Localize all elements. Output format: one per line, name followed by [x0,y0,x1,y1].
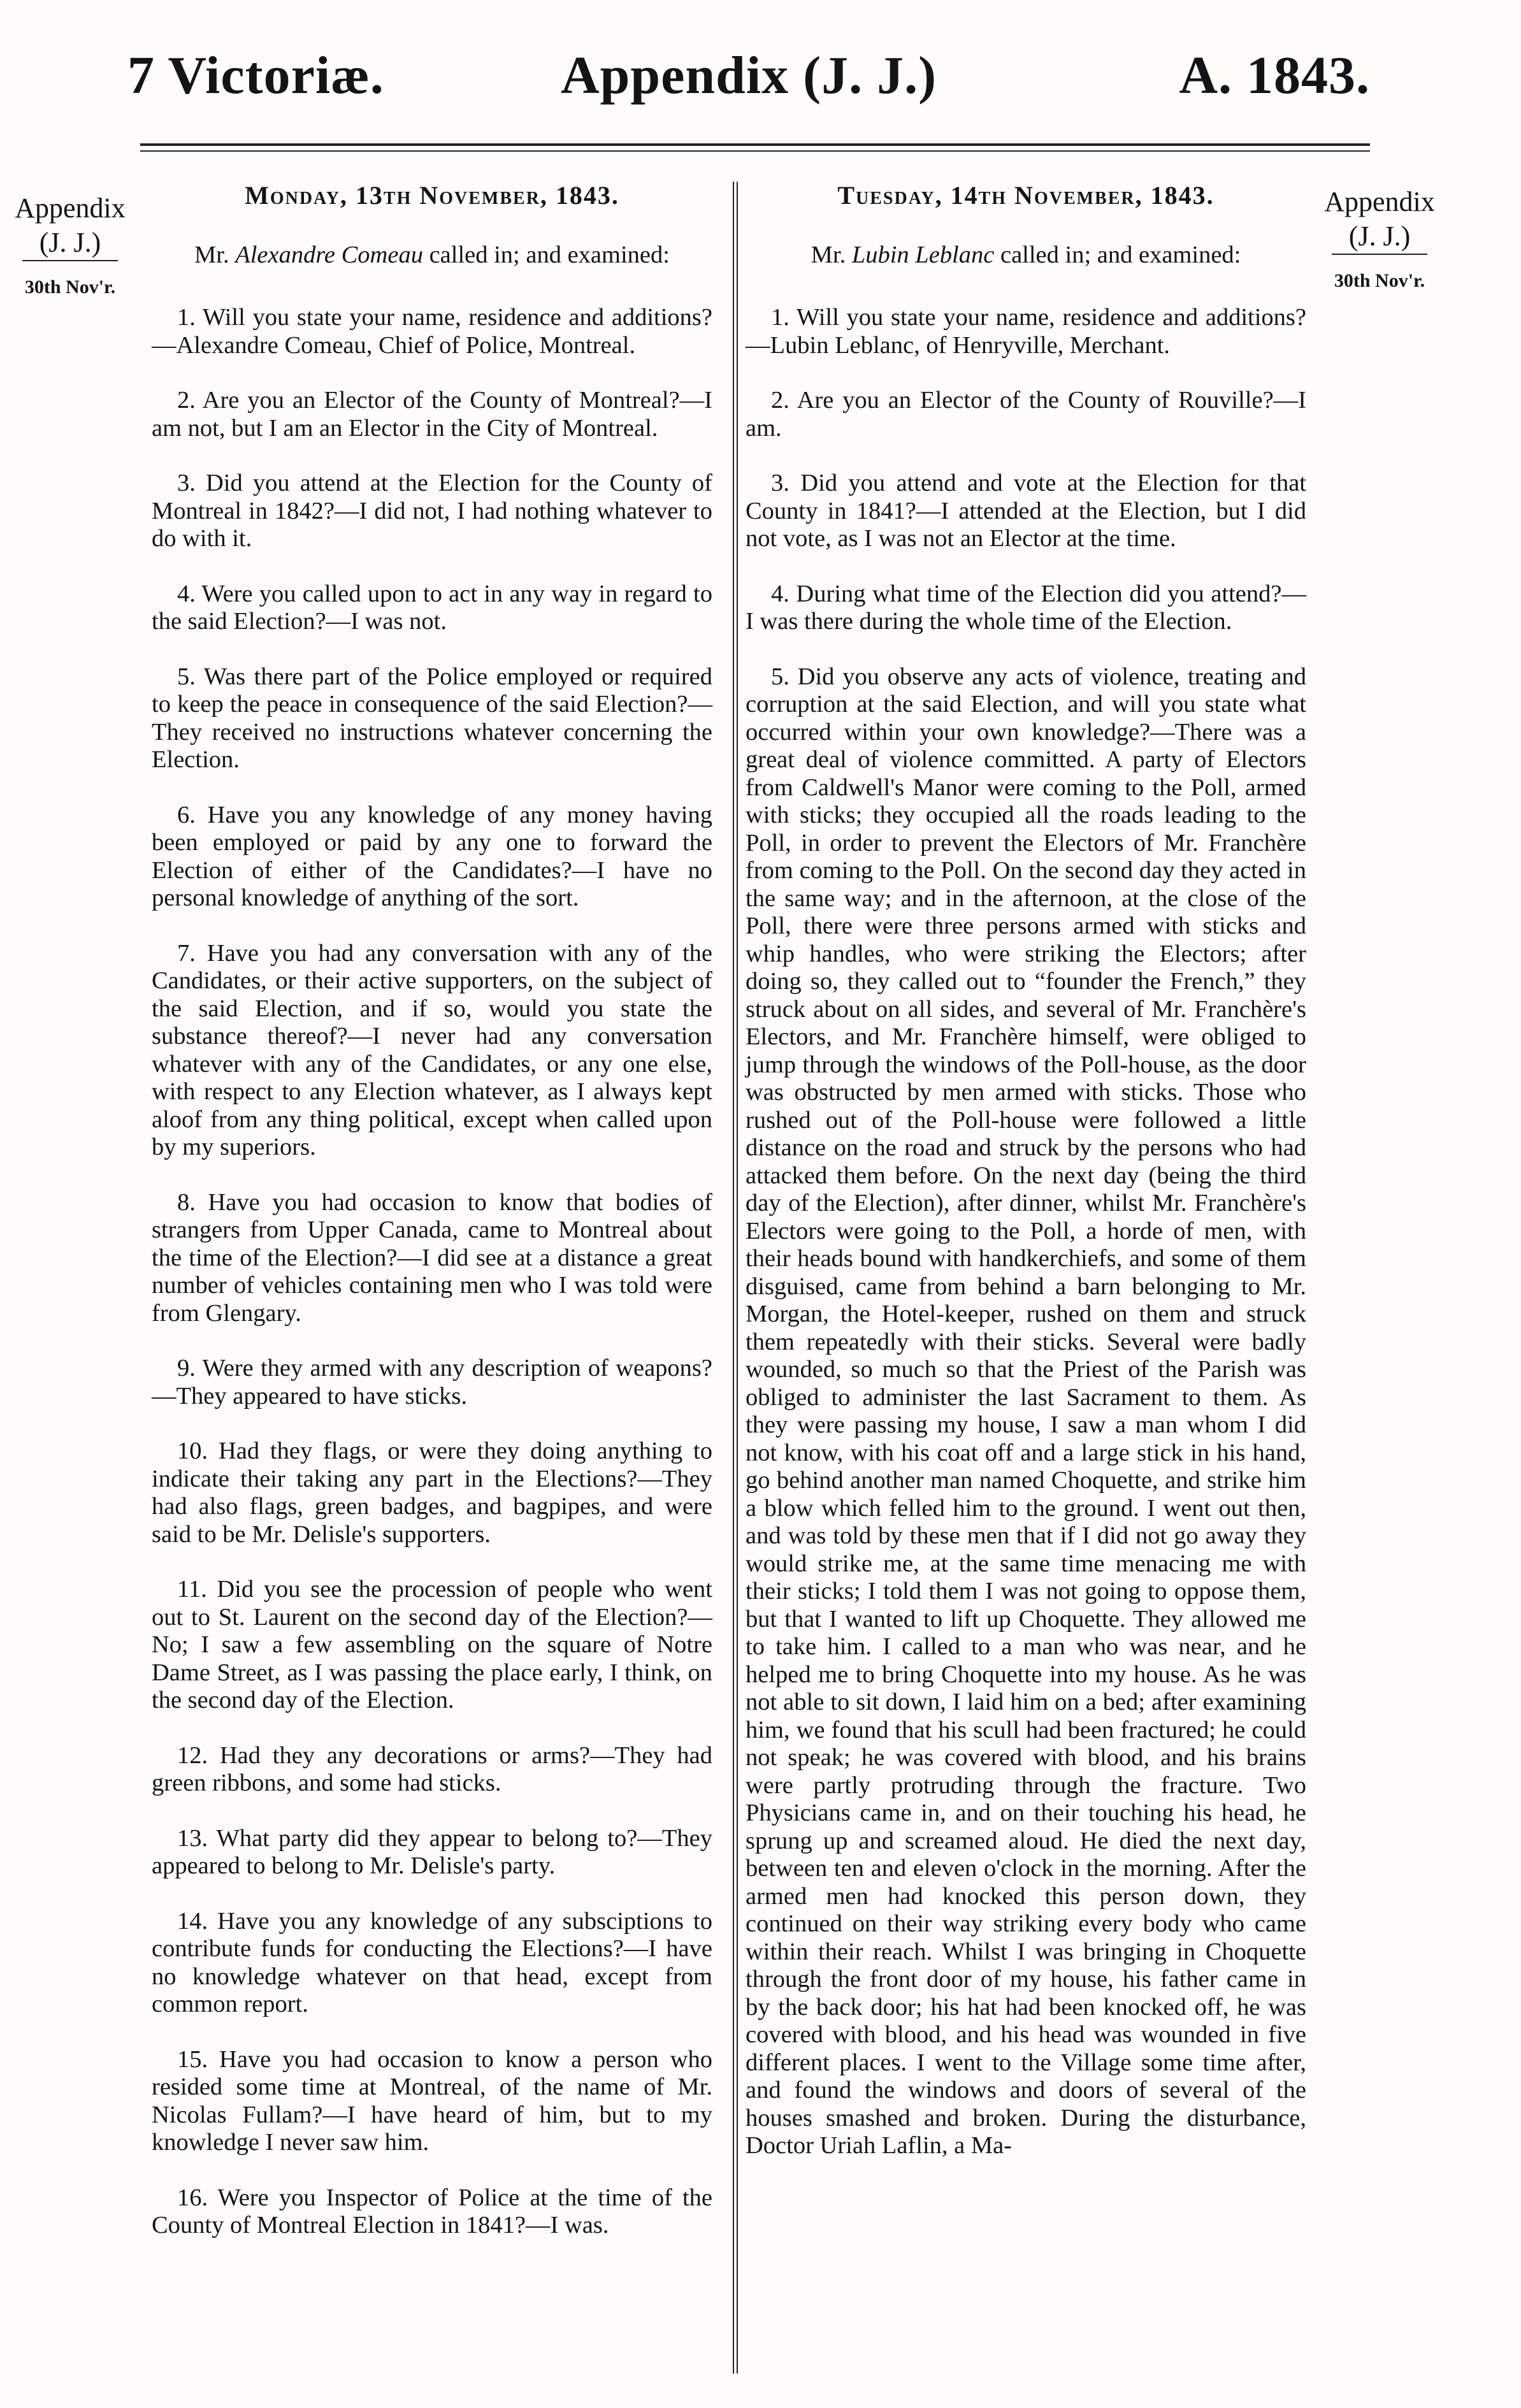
intro-prefix: Mr. [811,241,852,268]
question-answer: 6. Have you any knowledge of any money having been employed or paid by any one to forward the Election of either of the Candidates?—I have no personal knowledge of anything of the sort. [152,801,712,911]
margin-brace [22,260,118,274]
margin-note-right [1309,185,1450,292]
witness-intro [152,242,712,270]
question-answer: 5. Did you observe any acts of violence, treating and corruption at the said Election, and will you state what occurred within your own knowledge?—There was a great deal of violence committed. A party of Electors from Caldwell's Manor were coming to the Poll, armed with sticks; they occupied all the roads leading to the Poll, in order to prevent the Electors of Mr. Franchère from coming to the Poll. On the second day they acted in the same way; and in the afternoon, at the close of the Poll, there were three persons armed with sticks and whip handles, who were striking the Electors; after doing so, they called out to “founder the French,” they struck about on all sides, and several of Mr. Franchère's Electors, and Mr. Franchère himself, were obliged to jump through the windows of the Poll-house, as the door was obstructed by men armed with sticks. Those who rushed out of the Poll-house were followed a little distance on the road and struck by the persons who had attacked them before. On the next day (being the third day of the Election), after dinner, whilst Mr. Franchère's Electors were going to the Poll, a horde of men, with their heads bound with handkerchiefs, and some of them disguised, came from behind a barn belonging to Mr. Morgan, the Hotel-keeper, rushed on them and struck them repeatedly with their sticks. Several were badly wounded, so much so that the Priest of the Parish was obliged to administer the last Sacrament to them. As they were passing my house, I saw a man whom I did not know, with his coat off and a large stick in his hand, go behind another man named Choquette, and strike him a blow which felled him to the ground. I went out then, and was told by these men that if I did not go away they would strike me, at the same time menacing me with their sticks; I told them I was not going to oppose them, but that I wanted to lift up Choquette. They allowed me to take him. I called to a man who was near, and he helped me to bring Choquette into my house. As he was not able to sit down, I laid him on a bed; after examining him, we found that his scull had been fractured; he could not speak; he was covered with blood, and his brains were partly protruding through the fracture. Two Physicians came in, and on their touching his head, he sprung up and screamed aloud. He died the next day, between ten and eleven o'clock in the morning. After the armed men had knocked this person down, they continued on their way striking every body who came within their reach. Whilst I was bringing in Choquette through the front door of my house, his father came in by the back door; his hat had been knocked off, he was covered with blood, and his head was wounded in five different places. I went to the Village some time after, and found the windows and doors of several of the houses smashed and broken. During the disturbance, Doctor Uriah Laflin, a Ma- [746,663,1306,2159]
witness-name: Lubin Leblanc [851,241,995,268]
margin-note-date: 30th Nov'r. [1334,270,1425,291]
question-answer: 9. Were they armed with any description of weapons?—They appeared to have sticks. [152,1355,712,1409]
testimony-column-right [746,182,1306,2188]
question-answer: 15. Have you had occasion to know a person who resided some time at Montreal, of the name of Mr. Nicolas Fullam?—I have heard of him, but to my knowledge I never saw him. [152,2045,712,2156]
intro-suffix: called in; and examined: [994,241,1241,268]
question-answer: 7. Have you had any conversation with any of the Candidates, or their active supporters, on the subject of the said Election, and if so, would you state the substance thereof?—I never had any conversation whatever with any of the Candidates, or any one else, with respect to any Election whatever, as I always kept aloof from any thing political, except when called upon by my superiors. [152,939,712,1160]
column-divider [733,182,738,2374]
question-answer: 3. Did you attend at the Election for the County of Montreal in 1842?—I did not, I had nothing whatever to do with it. [152,470,712,552]
session-date: Monday, 13th November, 1843. [245,181,619,210]
question-answer: 5. Was there part of the Police employed or required to keep the peace in consequence of the said Election?—They received no instructions whatever concerning the Election. [152,663,712,773]
session-date: Tuesday, 14th November, 1843. [837,181,1215,210]
question-answer: 1. Will you state your name, residence and additions?—Alexandre Comeau, Chief of Police, Montreal. [152,304,712,359]
question-answer: 4. During what time of the Election did you attend?—I was there during the whole time of the Election. [746,580,1306,635]
testimony-column-left [152,182,712,2267]
header-session: 7 Victoriæ. [127,46,384,105]
question-answer: 3. Did you attend and vote at the Election for that County in 1841?—I attended at the Election, but I did not vote, as I was not an Elector at the time. [746,470,1306,552]
margin-note-left [6,191,134,298]
question-answer: 11. Did you see the procession of people who went out to St. Laurent on the second day of the Election?—No; I saw a few assembling on the square of Notre Dame Street, as I was passing the place early, I think, on the second day of the Election. [152,1576,712,1713]
header-appendix: Appendix (J. J.) [561,46,937,105]
header-rule-thick [140,143,1370,146]
witness-intro [746,242,1306,270]
question-answer: 2. Are you an Elector of the County of Montreal?—I am not, but I am an Elector in the City of Montreal. [152,387,712,442]
margin-note-title: Appendix [1324,186,1435,217]
question-answer: 8. Have you had occasion to know that bodies of strangers from Upper Canada, came to Montreal about the time of the Election?—I did see at a distance a great number of vehicles containing men who I was told were from Glengary. [152,1188,712,1327]
question-answer: 14. Have you any knowledge of any subsciptions to contribute funds for conducting the Elections?—I have no knowledge whatever on that head, except from common report. [152,1907,712,2017]
question-answer: 13. What party did they appear to belong to?—They appeared to belong to Mr. Delisle's party. [152,1824,712,1879]
question-answer: 1. Will you state your name, residence and additions?—Lubin Leblanc, of Henryville, Merchant. [746,304,1306,359]
margin-note-sub: (J. J.) [1348,220,1411,252]
question-answer: 2. Are you an Elector of the County of Rouville?—I am. [746,387,1306,442]
margin-note-date: 30th Nov'r. [24,277,116,298]
header-rule-thin [140,150,1370,152]
intro-suffix: called in; and examined: [422,241,670,268]
question-answer: 16. Were you Inspector of Police at the time of the County of Montreal Election in 1841?—I was. [152,2184,712,2239]
header-year: A. 1843. [1179,46,1370,105]
margin-note-title: Appendix [15,192,126,224]
question-answer: 4. Were you called upon to act in any way in regard to the said Election?—I was not. [152,580,712,635]
witness-name: Alexandre Comeau [235,241,423,268]
running-header [127,45,1370,134]
question-answer: 10. Had they flags, or were they doing anything to indicate their taking any part in the Elections?—They had also flags, green badges, and bagpipes, and were said to be Mr. Delisle's supporters. [152,1438,712,1548]
margin-note-sub: (J. J.) [39,227,101,258]
margin-brace [1332,254,1427,268]
question-answer: 12. Had they any decorations or arms?—They had green ribbons, and some had sticks. [152,1741,712,1796]
intro-prefix: Mr. [194,241,236,268]
